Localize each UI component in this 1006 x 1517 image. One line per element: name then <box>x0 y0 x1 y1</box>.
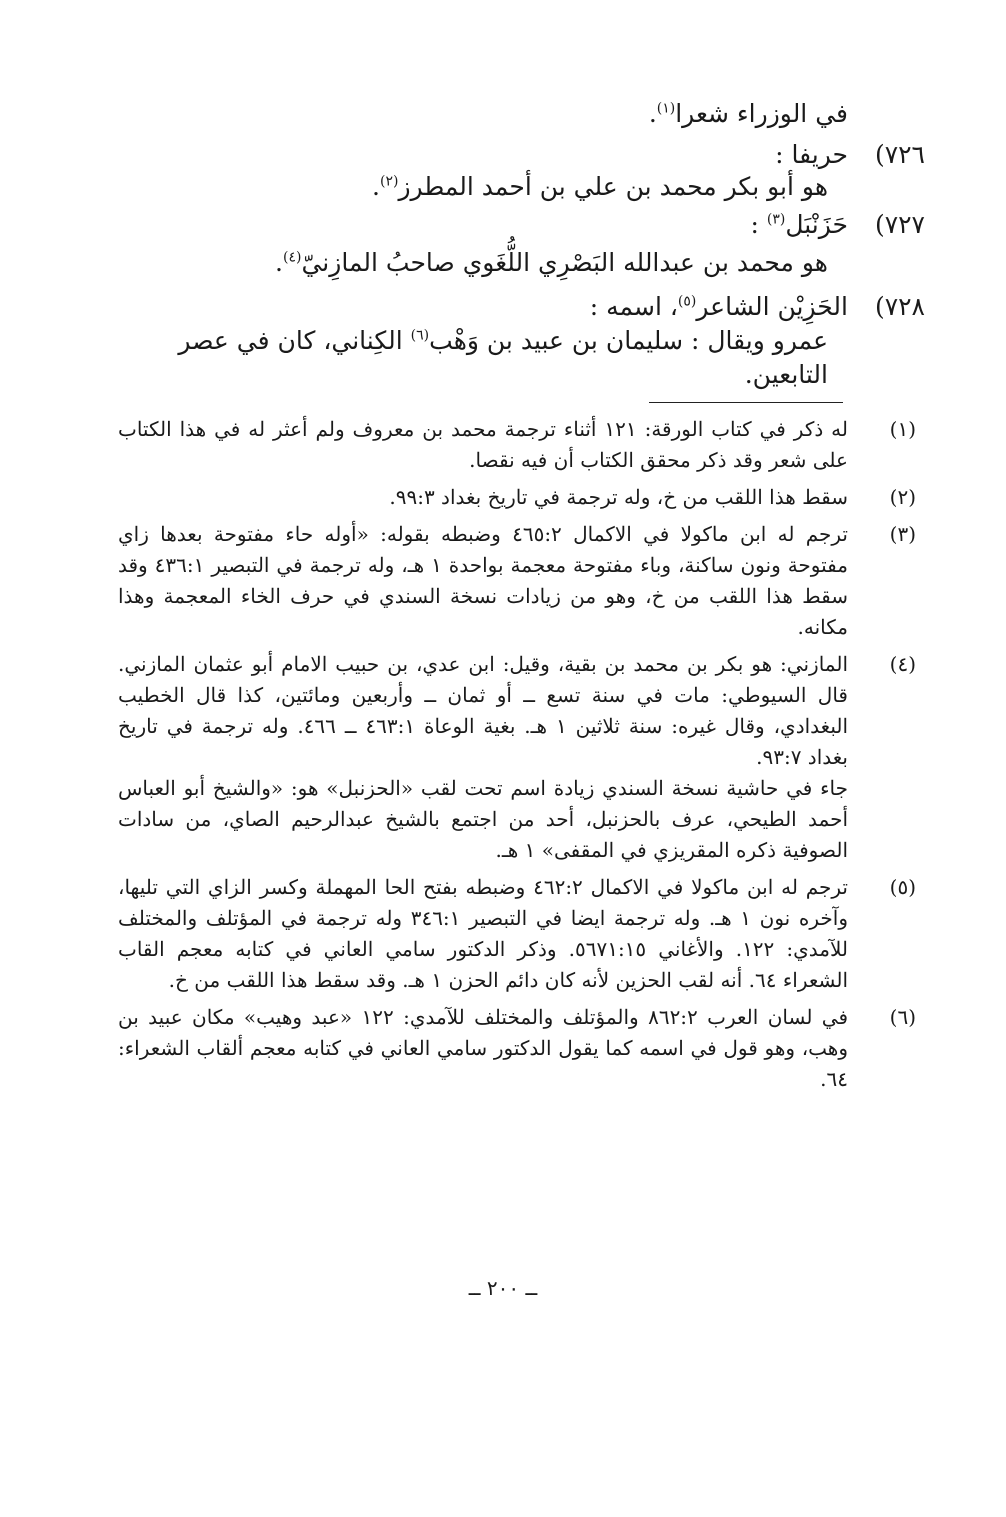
footnote-number: (٦) <box>889 1005 916 1029</box>
footnote-text: سقط هذا اللقب من خ، وله ترجمة في تاريخ بغداد ٩٩:٣. <box>389 485 848 509</box>
footnote-number: (٣) <box>889 522 916 546</box>
footnote-ref: (٣) <box>766 211 786 228</box>
footnote-ref: (١) <box>656 100 676 117</box>
entry-726-body: هو أبو بكر محمد بن علي بن أحمد المطرز$^{(٢)}$. <box>372 172 828 201</box>
entry-728-body: عمرو ويقال : سليمان بن عبيد بن وَهْب$^{(٦)}$ الكِناني، كان في عصر <box>178 326 828 355</box>
entry-726-head: ٧٢٦) حريفا : <box>118 137 848 169</box>
footnote-text: المازني: هو بكر بن محمد بن بقية، وقيل: ابن عدي، بن حبيب الامام أبو عثمان المازني. قال السيوطي: مات في سنة تسع ــ أو ثمان ــ وأربعين ومائتين، كذا قال الخطيب البغدادي، وقال غيره: سنة ثلاثين ١ هـ. بغية الوعاة ٤٦٣:١ ــ ٤٦٦. وله ترجمة في تاريخ بغداد ٩٣:٧. <box>118 652 849 769</box>
footnote <box>118 1002 916 1095</box>
footnote-text: له ذكر في كتاب الورقة: ١٢١ أثناء ترجمة محمد بن معروف ولم أعثر له في هذا الكتاب على شعر وقد ذكر محقق الكتاب أن فيه نقصا. <box>118 417 848 472</box>
entry-number: ٧٢٨) <box>874 292 925 321</box>
entry-728-head: ٧٢٨) الحَزِيْن الشاعر$^{(٥)}$، اسمه : <box>118 289 848 323</box>
footnote-number: (١) <box>889 417 916 441</box>
footnote <box>118 519 916 643</box>
footnotes <box>118 414 916 1101</box>
footnote-number: (٥) <box>889 875 916 899</box>
footnote-separator <box>649 402 843 403</box>
footnote-ref: (٥) <box>677 293 697 310</box>
footnote-text: في لسان العرب ٨٦٢:٢ والمؤتلف والمختلف للآمدي: ١٢٢ «عبد وهيب» مكان عبيد بن وهب، وهو قول في اسمه كما يقول الدكتور سامي العاني في كتابه معجم ألقاب الشعراء: ٦٤. <box>118 1005 849 1091</box>
footnote <box>118 872 916 996</box>
footnote-ref: (٤) <box>283 249 302 266</box>
footnote <box>118 482 916 513</box>
footnote <box>118 649 916 866</box>
entry-728-body-cont: التابعين. <box>744 360 828 389</box>
footnote-text: ترجم له ابن ماكولا في الاكمال ٤٦٥:٢ وضبطه بقوله: «أوله حاء مفتوحة بعدها زاي مفتوحة ونون ساكنة، وباء مفتوحة معجمة بواحدة ١ هـ، وله ترجمة في التبصير ٤٣٦:١ وقد سقط هذا اللقب من خ، وهو من زيادات نسخة السندي في حرف الخاء المعجمة وهذا مكانه. <box>118 522 848 639</box>
main-text <box>118 96 925 391</box>
footnote-number: (٢) <box>889 485 916 509</box>
entry-number: ٧٢٧) <box>874 210 925 239</box>
entry-727-body: هو محمد بن عبدالله البَصْرِي اللُّغَوي صاحبُ المازِنيّ$^{(٤)}$. <box>275 248 828 277</box>
text-line: في الوزراء شعرا$^{(١)}$. <box>648 99 848 128</box>
footnote-ref: (٦) <box>410 327 430 344</box>
footnote-ref: (٢) <box>380 173 399 190</box>
entry-number: ٧٢٦) <box>874 140 925 169</box>
footnote <box>118 414 916 476</box>
page-number: ــ ٢٠٠ ــ <box>468 1276 538 1300</box>
footnote-text: جاء في حاشية نسخة السندي زيادة اسم تحت لقب «الحزنبل» هو: «والشيخ أبو العباس أحمد الطيحي، عرف بالحزنبل، أحد من اجتمع بالشيخ عبدالرحيم الصاي، من سادات الصوفية ذكره المقريزي في المقفى» ١ هـ. <box>118 776 848 862</box>
footnote-number: (٤) <box>889 652 916 676</box>
entry-727-head: ٧٢٧) حَزَنْبَل$^{(٣)}$ : <box>118 207 848 245</box>
footnote-text: ترجم له ابن ماكولا في الاكمال ٤٦٢:٢ وضبطه بفتح الحا المهملة وكسر الزاي التي تليها، وآخره نون ١ هـ. وله ترجمة ايضا في التبصير ٣٤٦:١ وله ترجمة في المؤتلف والمختلف للآمدي: ١٢٢. والأغاني ٥٦٧١:١٥. وذكر الدكتور سامي العاني في كتابه معجم القاب الشعراء ٦٤. أنه لقب الحزين لأنه كان دائم الحزن ١ هـ. وقد سقط هذا اللقب من خ. <box>118 875 848 992</box>
